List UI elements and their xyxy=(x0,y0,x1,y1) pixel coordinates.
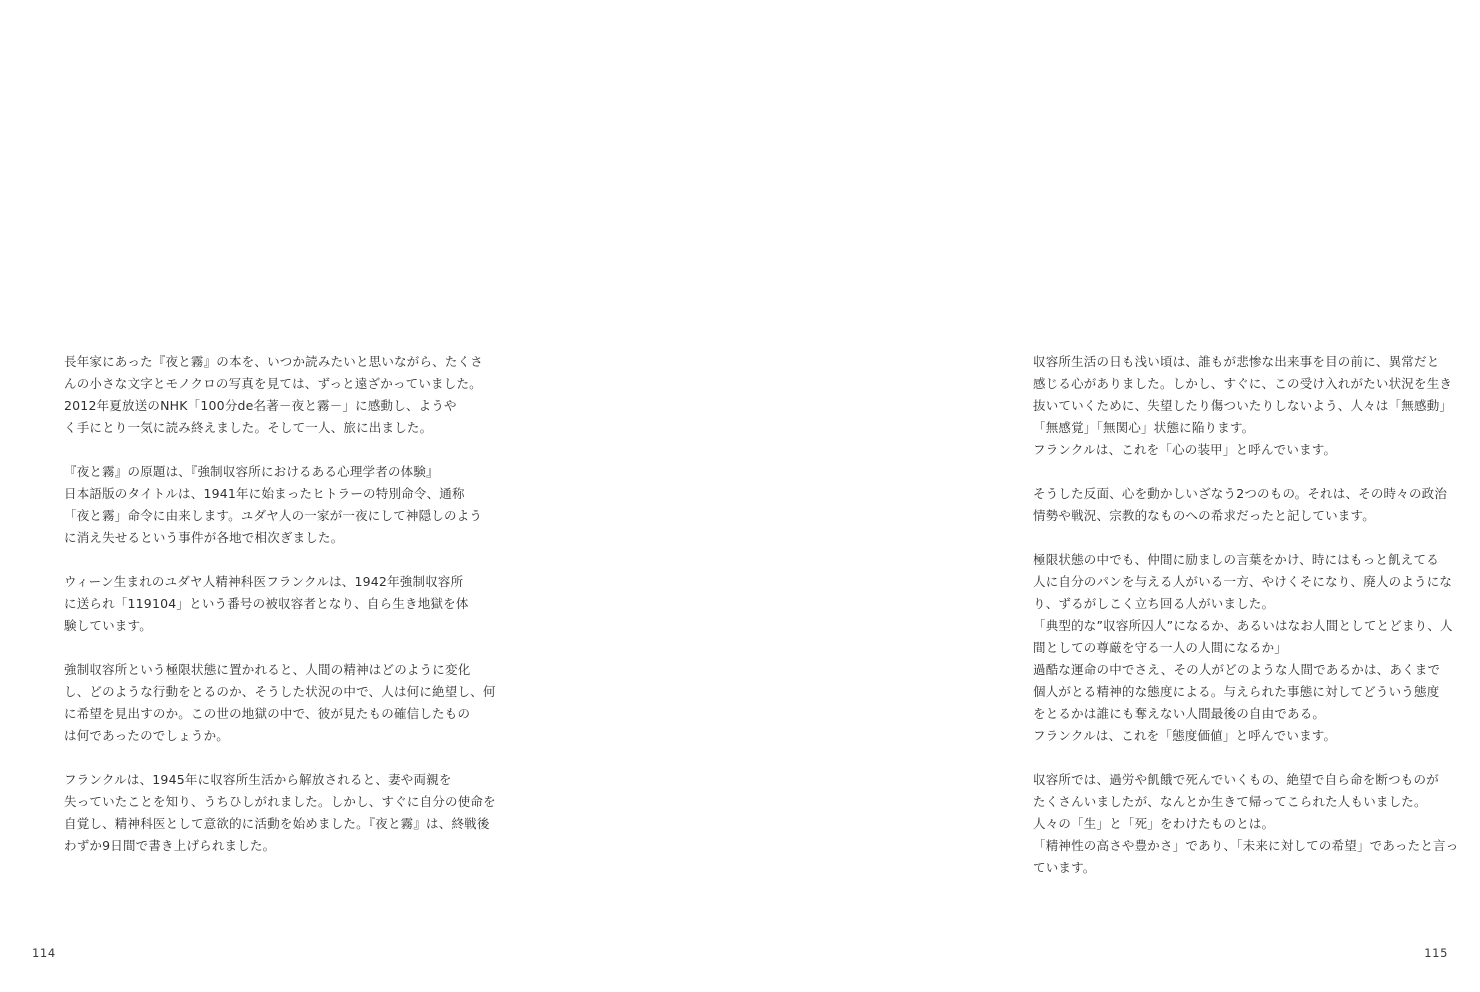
text-line: し、どのような行動をとるのか、そうした状況の中で、人は何に絶望し、何 xyxy=(64,684,496,699)
page-number-left: 114 xyxy=(32,946,56,960)
text-line: んの小さな文字とモノクロの写真を見ては、ずっと遠ざかっていました。 xyxy=(64,376,482,391)
left-body-text xyxy=(64,351,496,879)
text-line: ています。 xyxy=(1033,860,1096,875)
text-line: フランクルは、これを「態度価値」と呼んでいます。 xyxy=(1033,728,1337,743)
text-line: 強制収容所という極限状態に置かれると、人間の精神はどのように変化 xyxy=(64,662,471,677)
text-line: に消え失せるという事件が各地で相次ぎました。 xyxy=(64,530,344,545)
right-paragraph-1 xyxy=(1033,351,1453,461)
text-line: り、ずるがしこく立ち回る人がいました。 xyxy=(1033,596,1275,611)
right-paragraph-3 xyxy=(1033,549,1453,747)
text-line: 験しています。 xyxy=(64,618,152,633)
right-paragraph-4 xyxy=(1033,769,1459,879)
text-line: 「無感覚」「無関心」状態に陥ります。 xyxy=(1033,420,1255,435)
text-line: 人々の「生」と「死」をわけたものとは。 xyxy=(1033,816,1275,831)
right-paragraph-2 xyxy=(1033,483,1448,527)
left-paragraph-5 xyxy=(64,769,496,857)
text-line: 「精神性の高さや豊かさ」であり、「未来に対しての希望」であったと言っ xyxy=(1033,838,1459,853)
left-paragraph-2 xyxy=(64,461,483,549)
left-paragraph-1 xyxy=(64,351,483,439)
text-line: フランクルは、これを「心の装甲」と呼んでいます。 xyxy=(1033,442,1337,457)
text-line: 「夜と霧」命令に由来します。ユダヤ人の一家が一夜にして神隠しのよう xyxy=(64,508,483,523)
text-line: をとるかは誰にも奪えない人間最後の自由である。 xyxy=(1033,706,1326,721)
text-line: 自覚し、精神科医として意欲的に活動を始めました。『夜と霧』は、終戦後 xyxy=(64,816,490,831)
text-line: 極限状態の中でも、仲間に励ましの言葉をかけ、時にはもっと飢えてる xyxy=(1033,552,1439,567)
text-line: 2012年夏放送のNHK「100分de名著－夜と霧－」に感動し、ようや xyxy=(64,398,457,413)
text-line: わずか9日間で書き上げられました。 xyxy=(64,838,276,853)
text-line: く手にとり一気に読み終えました。そして一人、旅に出ました。 xyxy=(64,420,433,435)
text-line: 失っていたことを知り、うちひしがれました。しかし、すぐに自分の使命を xyxy=(64,794,496,809)
text-line: に希望を見出すのか。この世の地獄の中で、彼が見たもの確信したもの xyxy=(64,706,471,721)
text-line: 日本語版のタイトルは、1941年に始まったヒトラーの特別命令、通称 xyxy=(64,486,465,501)
left-paragraph-4 xyxy=(64,659,496,747)
text-line: 「典型的な”収容所囚人”になるか、あるいはなお人間としてとどまり、人 xyxy=(1033,618,1453,633)
right-body-text xyxy=(1033,351,1459,901)
text-line: 間としての尊厳を守る一人の人間になるか」 xyxy=(1033,640,1288,655)
text-line: たくさんいましたが、なんとか生きて帰ってこられた人もいました。 xyxy=(1033,794,1427,809)
left-paragraph-3 xyxy=(64,571,469,637)
text-line: そうした反面、心を動かしいざなう2つのもの。それは、その時々の政治 xyxy=(1033,486,1448,501)
text-line: 感じる心がありました。しかし、すぐに、この受け入れがたい状況を生き xyxy=(1033,376,1453,391)
text-line: 収容所生活の日も浅い頃は、誰もが悲惨な出来事を目の前に、異常だと xyxy=(1033,354,1440,369)
text-line: 抜いていくために、失望したり傷ついたりしないよう、人々は「無感動」 xyxy=(1033,398,1453,413)
page-number-right: 115 xyxy=(1424,946,1448,960)
text-line: 『夜と霧』の原題は、『強制収容所におけるある心理学者の体験』 xyxy=(64,464,439,479)
text-line: 長年家にあった『夜と霧』の本を、いつか読みたいと思いながら、たくさ xyxy=(64,354,483,369)
text-line: 人に自分のパンを与える人がいる一方、やけくそになり、廃人のようにな xyxy=(1033,574,1453,589)
text-line: 収容所では、過労や飢餓で死んでいくもの、絶望で自ら命を断つものが xyxy=(1033,772,1439,787)
text-line: 情勢や戦況、宗教的なものへの希求だったと記しています。 xyxy=(1033,508,1375,523)
text-line: 過酷な運命の中でさえ、その人がどのような人間であるかは、あくまで xyxy=(1033,662,1441,677)
right-page xyxy=(740,0,1480,992)
text-line: フランクルは、1945年に収容所生活から解放されると、妻や両親を xyxy=(64,772,452,787)
text-line: に送られ「119104」という番号の被収容者となり、自ら生き地獄を体 xyxy=(64,596,469,611)
text-line: は何であったのでしょうか。 xyxy=(64,728,229,743)
text-line: ウィーン生まれのユダヤ人精神科医フランクルは、1942年強制収容所 xyxy=(64,574,464,589)
text-line: 個人がとる精神的な態度による。与えられた事態に対してどういう態度 xyxy=(1033,684,1440,699)
